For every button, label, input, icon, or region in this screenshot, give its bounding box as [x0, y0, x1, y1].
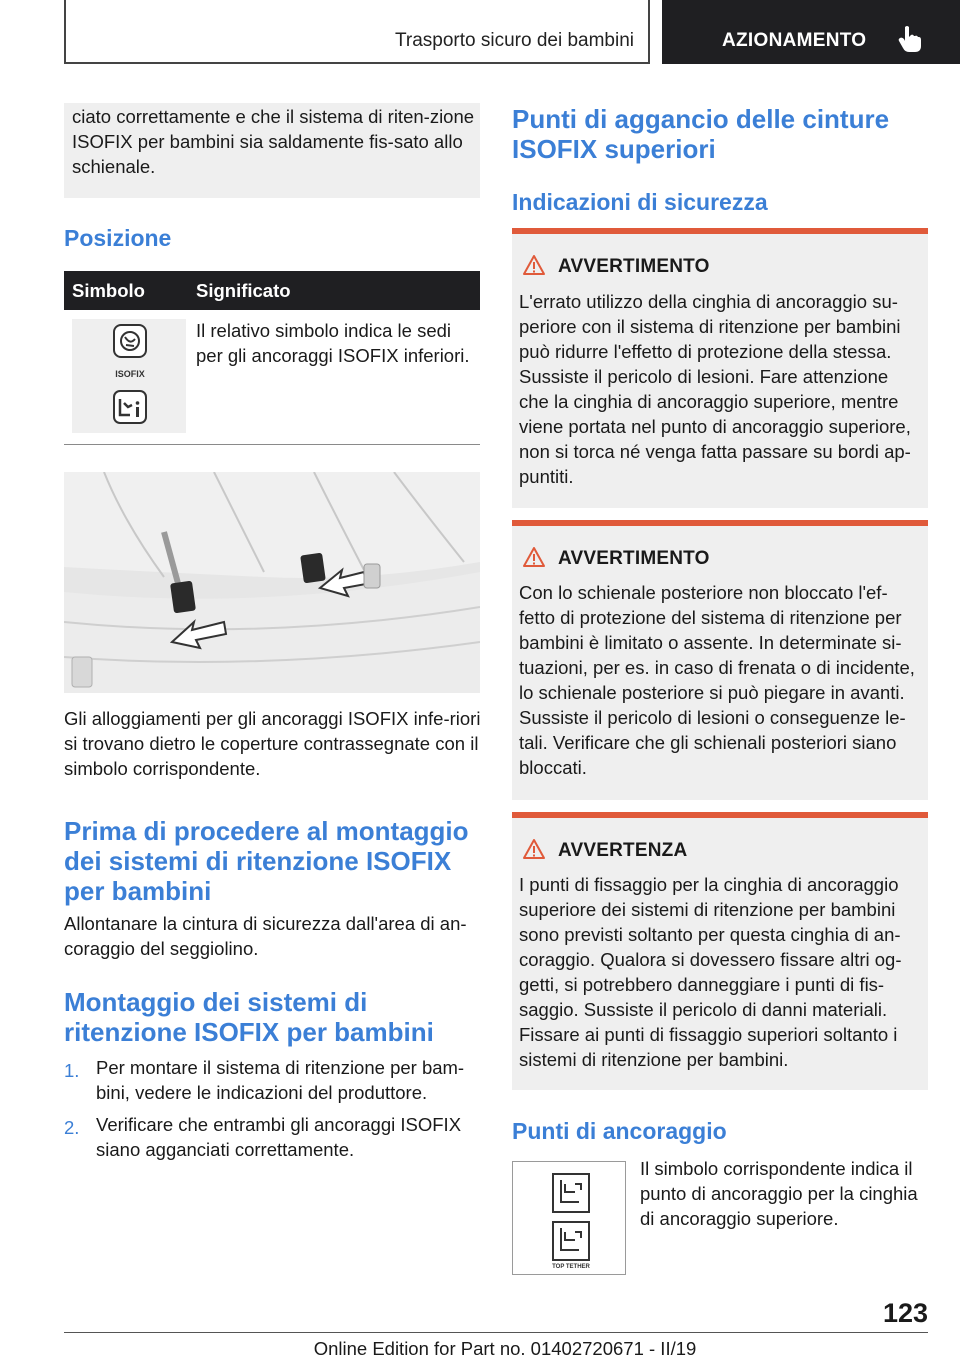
- isofix-symbol-icon: [72, 319, 186, 433]
- rear-seat-isofix-illustration: [64, 472, 480, 693]
- table-meaning-text: Il relativo simbolo indica le sedi per gli ancoraggi ISOFIX inferiori.: [196, 320, 470, 366]
- step-text: Verificare che entrambi gli ancoraggi ISOFIX siano agganciati correttamente.: [96, 1114, 462, 1160]
- header-chapter-label[interactable]: AZIONAMENTO: [722, 30, 867, 51]
- hand-pointer-icon: [894, 24, 924, 54]
- top-tether-icon-label: TOP TETHER: [552, 1264, 590, 1270]
- header-separator: [648, 0, 650, 64]
- footer-rule: [64, 1332, 928, 1333]
- image-caption: Gli alloggiamenti per gli ancoraggi ISOFIX infe-riori si trovano dietro le coperture contrassegnate con il simbolo corrispondente.: [64, 708, 481, 779]
- top-tether-icon: [513, 1162, 625, 1274]
- warning-triangle-icon: [522, 838, 546, 860]
- header-bottom-rule: [64, 62, 650, 64]
- warning-title: AVVERTIMENTO: [558, 256, 710, 277]
- step-number: 2.: [64, 1117, 80, 1138]
- header-section-title: Trasporto sicuro dei bambini: [394, 30, 634, 51]
- montaggio-heading: Montaggio dei sistemi di ritenzione ISOFIX per bambini: [64, 987, 434, 1047]
- ancoraggio-text: Il simbolo corrispondente indica il punto di ancoraggio per la cinghia di ancoraggio superiore.: [640, 1158, 918, 1229]
- table-col-meaning: Significato: [196, 280, 291, 301]
- indicazioni-heading: Indicazioni di sicurezza: [512, 189, 768, 215]
- warning-triangle-icon: [522, 254, 546, 276]
- ancoraggio-heading: Punti di ancoraggio: [512, 1118, 727, 1144]
- warning-text: L'errato utilizzo della cinghia di ancoraggio su-periore con il sistema di ritenzione per bambini può ridurre l'effetto di protezione della stessa. Sussiste il pericolo di lesioni. Fare attenzione che la cinghia di ancoraggio superiore, mentre viene portata nel punto di ancoraggio superiore, non si torca né venga fatta passare su bordi ap-puntiti.: [519, 291, 911, 487]
- warning-title: AVVERTIMENTO: [558, 548, 710, 569]
- warning-text: Con lo schienale posteriore non bloccato l'ef-fetto di protezione del sistema di ritenzione per bambini è limitato o assente. In determinate si-tuazioni, per es. in caso di frenata o di incidente, lo schienale posteriore si può piegare in avanti. Sussiste il pericolo di lesioni o conseguenze le-tali. Verificare che gli schienali posteriori siano bloccati.: [519, 582, 915, 778]
- isofix-icon-label: ISOFIX: [115, 369, 145, 379]
- table-bottom-rule: [64, 444, 480, 445]
- warning-text: I punti di fissaggio per la cinghia di ancoraggio superiore dei sistemi di ritenzione per bambini sono previsti soltanto per questa cinghia di an-coraggio. Qualora si dovessero fissare altri og-getti, si potrebbero danneggiare i punti di fis-saggio. Sussiste il pericolo di danni materiali. Fissare ai punti di fissaggio superiori soltanto i sistemi di ritenzione per bambini.: [519, 874, 902, 1070]
- top-tether-symbol-cell: [512, 1161, 626, 1275]
- footer-edition: Online Edition for Part no. 01402720671 - II/19: [313, 1338, 697, 1359]
- prima-paragraph: Allontanare la cintura di sicurezza dall'area di an-coraggio del seggiolino.: [64, 913, 467, 959]
- isofix-symbol-cell: [72, 319, 186, 433]
- warning-title: AVVERTENZA: [558, 840, 688, 861]
- continued-note-text: ciato correttamente e che il sistema di riten-zione ISOFIX per bambini sia saldamente fis-sato allo schienale.: [72, 106, 475, 177]
- page-number: 123: [882, 1298, 928, 1328]
- posizione-heading: Posizione: [64, 225, 172, 251]
- header-left-rule: [64, 0, 66, 64]
- warning-triangle-icon: [522, 546, 546, 568]
- table-col-symbol: Simbolo: [72, 280, 145, 301]
- punti-heading: Punti di aggancio delle cinture ISOFIX superiori: [512, 104, 890, 164]
- step-text: Per montare il sistema di ritenzione per bam-bini, vedere le indicazioni del produttore.: [96, 1057, 465, 1103]
- step-number: 1.: [64, 1060, 80, 1081]
- prima-heading: Prima di procedere al montaggio dei sistemi di ritenzione ISOFIX per bambini: [64, 816, 469, 906]
